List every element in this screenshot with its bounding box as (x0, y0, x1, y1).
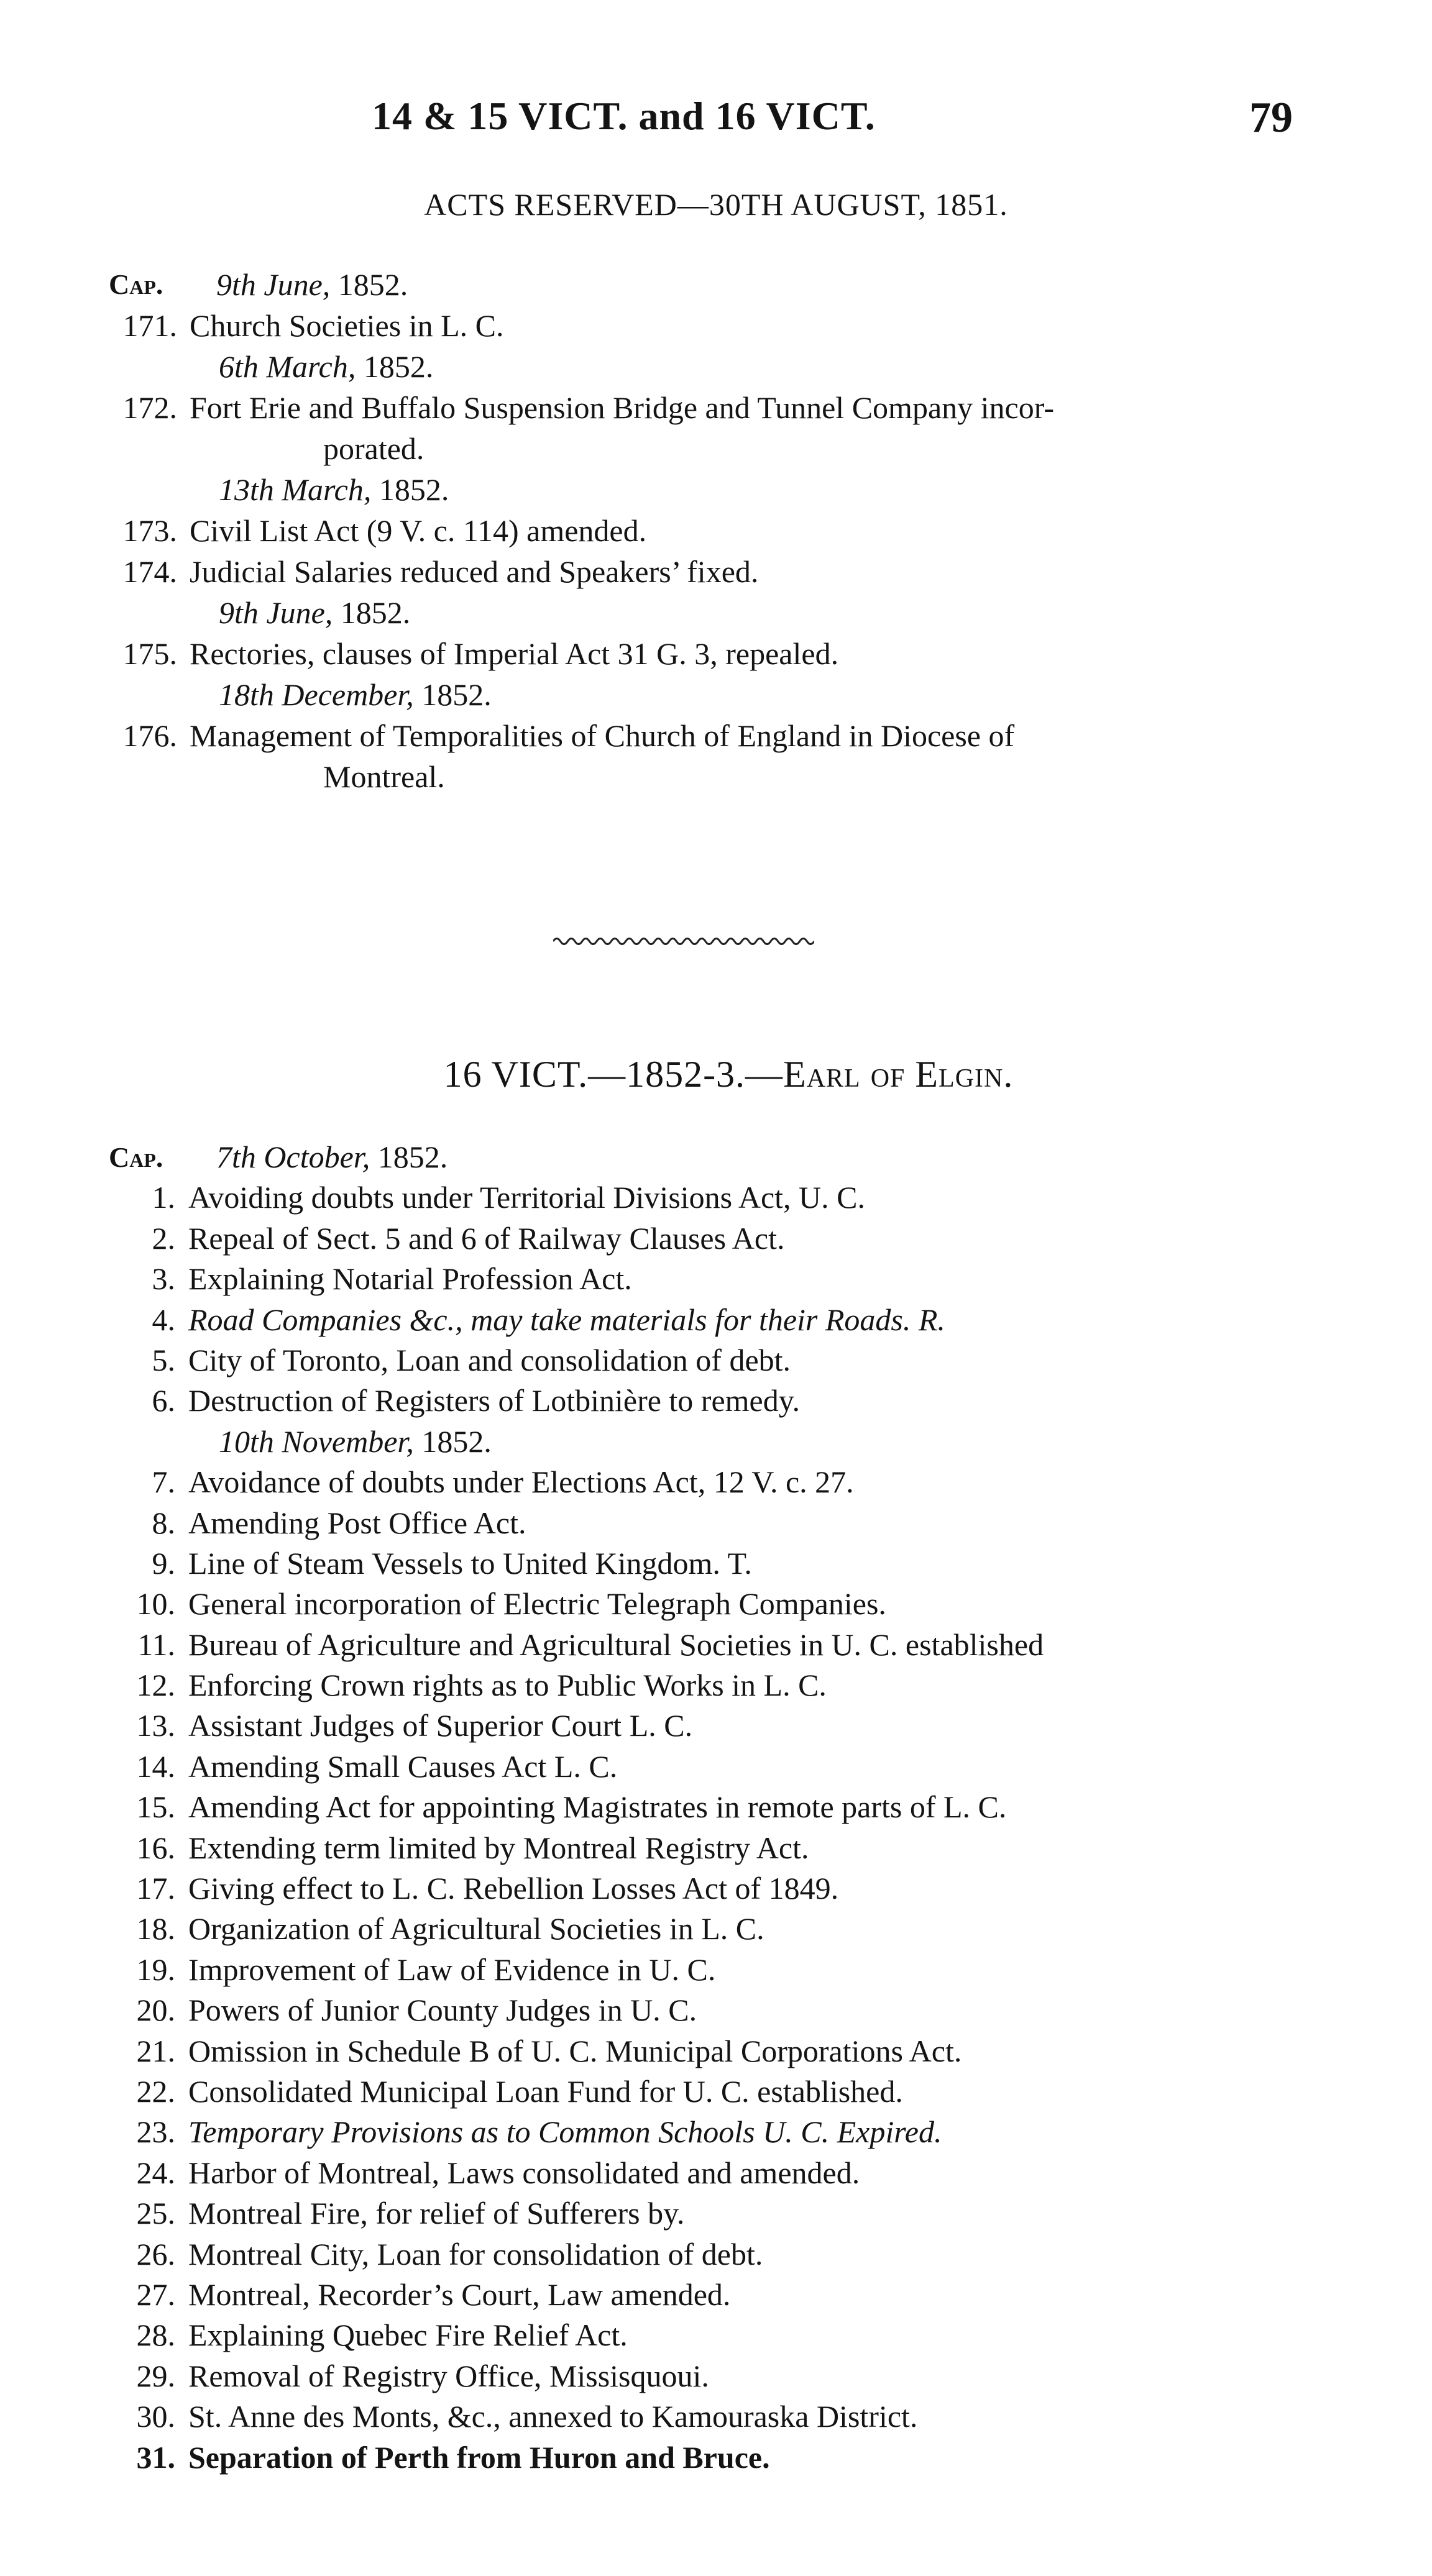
chapter-number: 7. (152, 1464, 175, 1500)
chapter-number: 174. (122, 554, 177, 589)
chapter-number: 29. (136, 2358, 175, 2393)
chapter-entry (0, 2031, 1432, 2071)
chapter-title: Repeal of Sect. 5 and 6 of Railway Clauses Act. (188, 1220, 785, 1256)
chapter-title: Amending Act for appointing Magistrates in remote parts of L. C. (188, 1789, 1007, 1825)
date-line (0, 674, 1432, 715)
chapter-number: 19. (136, 1952, 175, 1987)
chapter-title: Road Companies &c., may take materials for their Roads. R. (188, 1302, 945, 1337)
acts-reserved-list (0, 264, 1432, 797)
chapter-title: Assistant Judges of Superior Court L. C. (188, 1708, 693, 1743)
chapter-title: Rectories, clauses of Imperial Act 31 G. 3, repealed. (190, 636, 839, 671)
chapter-title: Fort Erie and Buffalo Suspension Bridge and Tunnel Company incor- (190, 390, 1055, 425)
chapter-number: 1. (152, 1180, 175, 1215)
cap-label: Cap. (109, 268, 163, 300)
chapter-number: 22. (136, 2073, 175, 2109)
chapter-number: 17. (136, 1871, 175, 1906)
session-date: 6th March, 1852. (219, 349, 434, 384)
date-line (0, 469, 1432, 510)
chapter-number: 25. (136, 2196, 175, 2231)
date-line (0, 1422, 1432, 1462)
chapter-title: Destruction of Registers of Lotbinière to remedy. (188, 1383, 800, 1418)
chapter-title: Amending Post Office Act. (188, 1505, 526, 1540)
chapter-entry (0, 1625, 1432, 1665)
chapter-number: 23. (136, 2114, 175, 2150)
chapter-number: 11. (137, 1627, 175, 1662)
chapter-number: 24. (136, 2155, 175, 2190)
chapter-entry (0, 633, 1432, 674)
cap-date: 9th June, 1852. (216, 267, 408, 302)
date-line (0, 346, 1432, 387)
chapter-title: Temporary Provisions as to Common Schools U. C. Expired. (188, 2114, 942, 2150)
chapter-entry (0, 1381, 1432, 1421)
chapter-entry (0, 1868, 1432, 1909)
page-number: 79 (1249, 94, 1293, 142)
chapter-title: Consolidated Municipal Loan Fund for U. C. established. (188, 2073, 903, 2109)
chapter-entry (0, 2071, 1432, 2112)
entry-continuation (0, 428, 1432, 469)
chapter-number: 12. (136, 1668, 175, 1703)
chapter-number: 26. (136, 2236, 175, 2272)
chapter-title: Church Societies in L. C. (190, 308, 504, 343)
16-vict-list (0, 1137, 1432, 2478)
chapter-title: Organization of Agricultural Societies in L. C. (188, 1911, 764, 1947)
chapter-number: 171. (122, 308, 177, 343)
session-date: 10th November, 1852. (219, 1423, 492, 1459)
chapter-number: 2. (152, 1220, 175, 1256)
chapter-entry (0, 2356, 1432, 2396)
chapter-entry (0, 510, 1432, 551)
chapter-entry (0, 2193, 1432, 2234)
chapter-number: 15. (136, 1789, 175, 1825)
chapter-number: 14. (136, 1748, 175, 1784)
chapter-number: 13. (136, 1708, 175, 1743)
chapter-title: Explaining Quebec Fire Relief Act. (188, 2318, 628, 2353)
session-date: 9th June, 1852. (219, 595, 411, 630)
chapter-entry (0, 1340, 1432, 1381)
chapter-entry (0, 1462, 1432, 1502)
chapter-number: 31. (136, 2439, 175, 2475)
section-divider-ornament (553, 932, 814, 951)
section-heading-16-vict (0, 1053, 1432, 1096)
chapter-entry (0, 1828, 1432, 1868)
chapter-number: 10. (136, 1586, 175, 1622)
chapter-title: Montreal City, Loan for consolidation of debt. (188, 2236, 763, 2272)
chapter-entry (0, 2153, 1432, 2193)
chapter-title: Removal of Registry Office, Missisquoui. (188, 2358, 709, 2393)
chapter-number: 9. (152, 1545, 175, 1581)
chapter-title: Improvement of Law of Evidence in U. C. (188, 1952, 716, 1987)
chapter-title: St. Anne des Monts, &c., annexed to Kamouraska District. (188, 2399, 918, 2434)
chapter-number: 6. (152, 1383, 175, 1418)
chapter-number: 173. (122, 513, 177, 548)
chapter-entry (0, 1218, 1432, 1259)
chapter-entry (0, 1950, 1432, 1990)
chapter-entry (0, 2112, 1432, 2152)
section-heading-acts-reserved: ACTS RESERVED—30TH AUGUST, 1851. (424, 187, 1008, 222)
chapter-title: City of Toronto, Loan and consolidation of debt. (188, 1342, 791, 1377)
chapter-title: Avoidance of doubts under Elections Act, 12 V. c. 27. (188, 1464, 854, 1500)
chapter-entry (0, 1747, 1432, 1787)
chapter-title: Management of Temporalities of Church of England in Diocese of (190, 718, 1015, 753)
chapter-title: Bureau of Agriculture and Agricultural Societies in U. C. established (188, 1627, 1044, 1662)
chapter-number: 3. (152, 1261, 175, 1297)
chapter-number: 30. (136, 2399, 175, 2434)
chapter-number: 176. (122, 718, 177, 753)
chapter-entry (0, 2315, 1432, 2355)
chapter-title: General incorporation of Electric Telegraph Companies. (188, 1586, 886, 1622)
chapter-title: Line of Steam Vessels to United Kingdom. T. (188, 1545, 752, 1581)
chapter-title: Powers of Junior County Judges in U. C. (188, 1993, 697, 2028)
chapter-entry (0, 1990, 1432, 2030)
chapter-number: 27. (136, 2277, 175, 2312)
heading-governor: Earl of Elgin. (783, 1054, 1014, 1095)
heading-main: 16 VICT.—1852-3.— (443, 1054, 784, 1095)
chapter-number: 172. (122, 390, 177, 425)
chapter-number: 20. (136, 1993, 175, 2028)
entry-text: porated. (323, 431, 425, 466)
entry-continuation (0, 756, 1432, 797)
chapter-title: Harbor of Montreal, Laws consolidated and amended. (188, 2155, 860, 2190)
cap-label: Cap. (109, 1141, 163, 1173)
chapter-title: Explaining Notarial Profession Act. (188, 1261, 632, 1297)
chapter-entry (0, 1177, 1432, 1218)
chapter-entry (0, 2234, 1432, 2275)
chapter-entry (0, 1584, 1432, 1624)
chapter-title: Judicial Salaries reduced and Speakers’ fixed. (190, 554, 759, 589)
chapter-title: Extending term limited by Montreal Registry Act. (188, 1830, 809, 1865)
chapter-entry (0, 2275, 1432, 2315)
chapter-title: Enforcing Crown rights as to Public Works in L. C. (188, 1668, 827, 1703)
chapter-number: 16. (136, 1830, 175, 1865)
chapter-number: 18. (136, 1911, 175, 1947)
chapter-title: Montreal Fire, for relief of Sufferers by. (188, 2196, 685, 2231)
chapter-title: Montreal, Recorder’s Court, Law amended. (188, 2277, 731, 2312)
chapter-entry (0, 715, 1432, 756)
chapter-entry (0, 2437, 1432, 2478)
chapter-entry (0, 1300, 1432, 1340)
chapter-entry (0, 1665, 1432, 1706)
date-line (0, 592, 1432, 633)
chapter-entry (0, 551, 1432, 592)
session-date: 18th December, 1852. (219, 677, 492, 712)
chapter-number: 8. (152, 1505, 175, 1540)
running-head (0, 93, 1432, 149)
chapter-entry (0, 1706, 1432, 1746)
chapter-entry (0, 305, 1432, 346)
chapter-entry (0, 1787, 1432, 1827)
chapter-title: Amending Small Causes Act L. C. (188, 1748, 618, 1784)
running-title: 14 & 15 VICT. and 16 VICT. (372, 94, 876, 138)
entry-text: Montreal. (323, 759, 445, 794)
chapter-entry (0, 1909, 1432, 1949)
chapter-entry (0, 387, 1432, 428)
chapter-number: 4. (152, 1302, 175, 1337)
chapter-title: Omission in Schedule B of U. C. Municipal Corporations Act. (188, 2033, 962, 2068)
chapter-title: Giving effect to L. C. Rebellion Losses Act of 1849. (188, 1871, 839, 1906)
chapter-entry (0, 1259, 1432, 1299)
chapter-number: 28. (136, 2318, 175, 2353)
chapter-entry (0, 1503, 1432, 1543)
chapter-title: Civil List Act (9 V. c. 114) amended. (190, 513, 647, 548)
chapter-title: Avoiding doubts under Territorial Divisions Act, U. C. (188, 1180, 866, 1215)
chapter-number: 21. (136, 2033, 175, 2068)
cap-header (0, 264, 1432, 305)
session-date: 13th March, 1852. (219, 472, 449, 507)
chapter-number: 175. (122, 636, 177, 671)
chapter-entry (0, 1543, 1432, 1584)
cap-date: 7th October, 1852. (216, 1140, 448, 1174)
chapter-title: Separation of Perth from Huron and Bruce. (188, 2439, 770, 2475)
chapter-entry (0, 2396, 1432, 2437)
cap-header (0, 1137, 1432, 1177)
chapter-number: 5. (152, 1342, 175, 1377)
